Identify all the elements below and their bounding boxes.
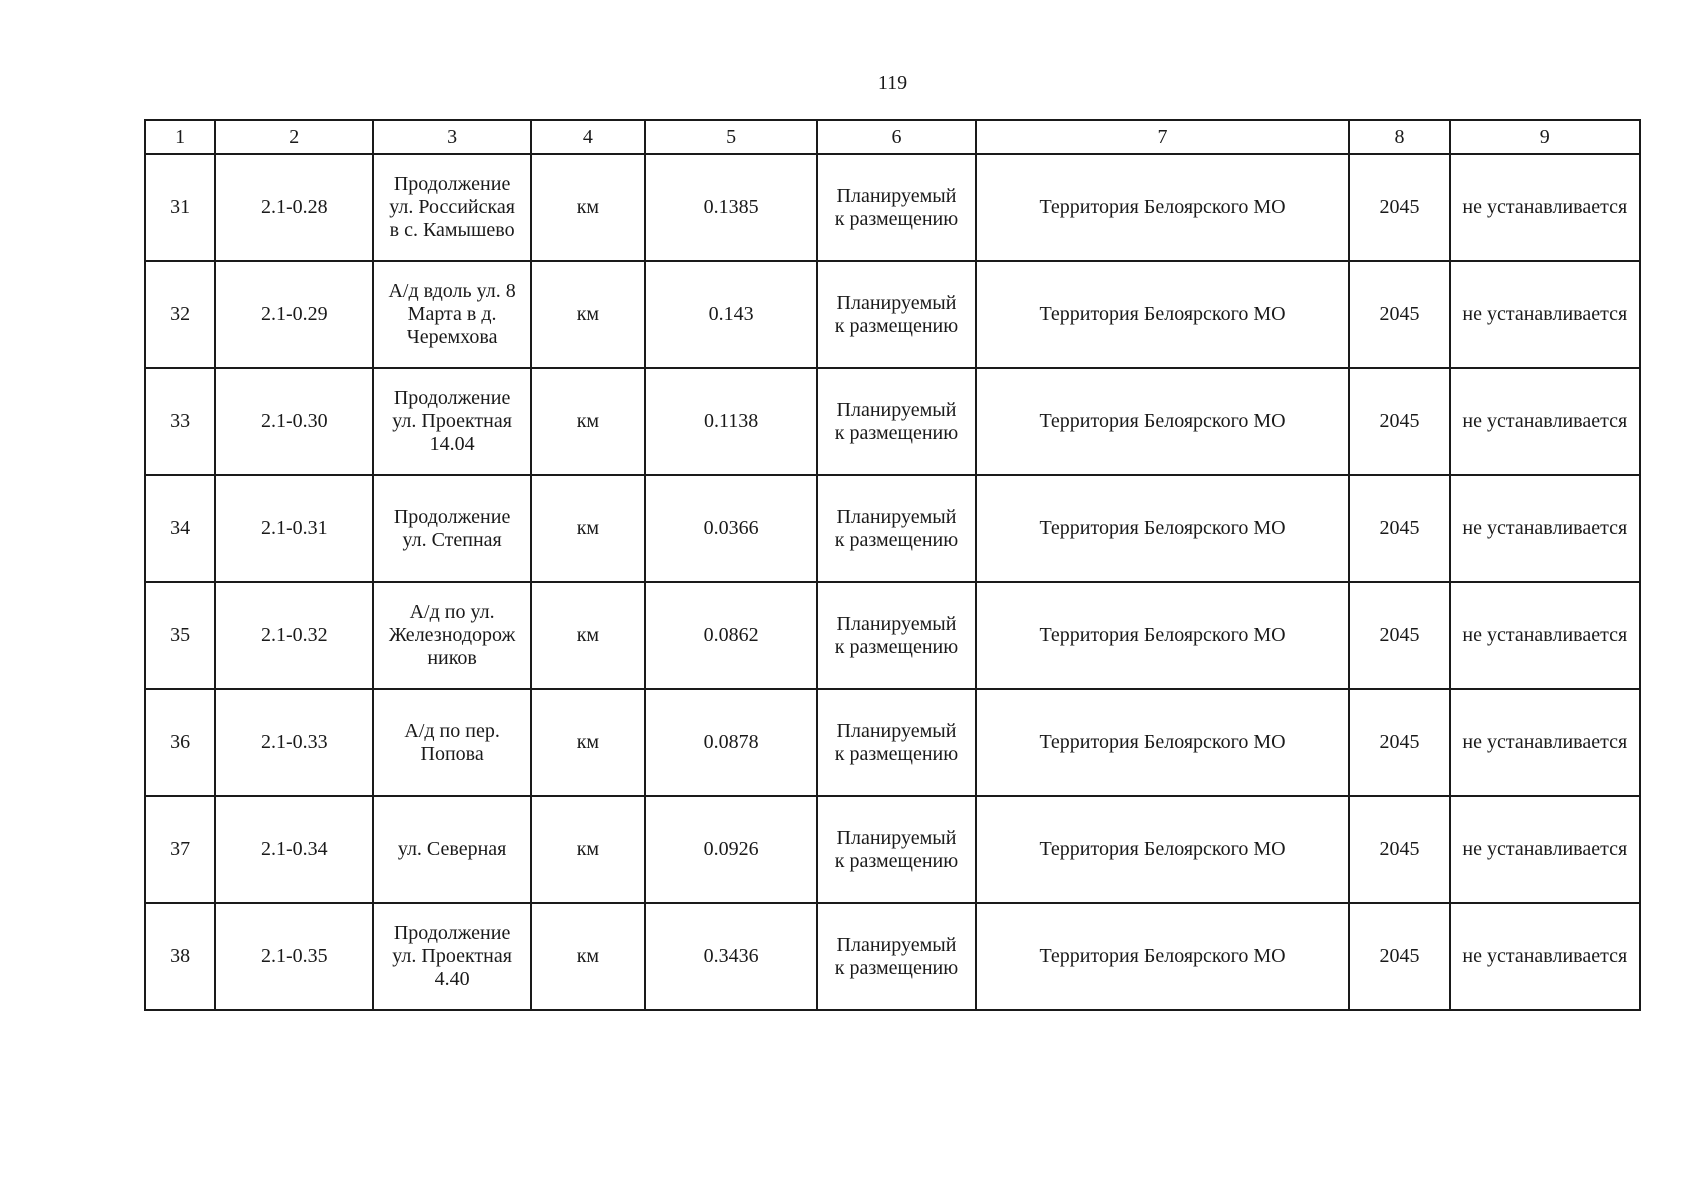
cell-code: 2.1-0.32 bbox=[215, 582, 373, 689]
cell-zone: не устанавливается bbox=[1450, 154, 1640, 261]
cell-year: 2045 bbox=[1349, 903, 1449, 1010]
cell-code: 2.1-0.29 bbox=[215, 261, 373, 368]
cell-object-name bbox=[373, 582, 530, 689]
column-header-4: 4 bbox=[531, 120, 645, 154]
cell-unit: км bbox=[531, 368, 645, 475]
table-header-row bbox=[145, 120, 1640, 154]
table-row bbox=[145, 582, 1640, 689]
cell-year: 2045 bbox=[1349, 475, 1449, 582]
cell-unit: км bbox=[531, 903, 645, 1010]
cell-territory: Территория Белоярского МО bbox=[976, 689, 1350, 796]
column-header-7: 7 bbox=[976, 120, 1350, 154]
cell-territory: Территория Белоярского МО bbox=[976, 475, 1350, 582]
cell-status-line: Планируемый bbox=[836, 719, 957, 742]
cell-number: 34 bbox=[145, 475, 215, 582]
page-number: 119 bbox=[877, 72, 908, 94]
cell-year: 2045 bbox=[1349, 154, 1449, 261]
table-row bbox=[145, 689, 1640, 796]
column-header-8: 8 bbox=[1349, 120, 1449, 154]
cell-value: 0.0366 bbox=[645, 475, 817, 582]
column-header-1: 1 bbox=[145, 120, 215, 154]
cell-value: 0.143 bbox=[645, 261, 817, 368]
objects-table bbox=[144, 119, 1641, 1011]
cell-object-name-line: Железнодорож bbox=[388, 624, 516, 646]
cell-object-name-line: в с. Камышево bbox=[389, 219, 515, 241]
cell-unit: км bbox=[531, 261, 645, 368]
cell-unit: км bbox=[531, 154, 645, 261]
cell-status-line: Планируемый bbox=[836, 291, 957, 314]
cell-zone: не устанавливается bbox=[1450, 582, 1640, 689]
cell-status-line: к размещению bbox=[834, 421, 959, 444]
cell-status-line: Планируемый bbox=[836, 505, 957, 528]
cell-status-line: к размещению bbox=[834, 314, 959, 337]
cell-year: 2045 bbox=[1349, 582, 1449, 689]
cell-code: 2.1-0.34 bbox=[215, 796, 373, 903]
cell-status-line: Планируемый bbox=[836, 184, 957, 207]
cell-value: 0.0926 bbox=[645, 796, 817, 903]
cell-object-name-line: ников bbox=[427, 647, 477, 669]
cell-zone: не устанавливается bbox=[1450, 475, 1640, 582]
cell-object-name bbox=[373, 796, 530, 903]
cell-object-name-line: Продолжение bbox=[393, 387, 511, 409]
cell-code: 2.1-0.35 bbox=[215, 903, 373, 1010]
cell-status bbox=[817, 475, 975, 582]
table-row bbox=[145, 154, 1640, 261]
cell-year: 2045 bbox=[1349, 368, 1449, 475]
cell-unit: км bbox=[531, 582, 645, 689]
cell-year: 2045 bbox=[1349, 796, 1449, 903]
column-header-9: 9 bbox=[1450, 120, 1640, 154]
cell-object-name-line: 14.04 bbox=[429, 433, 475, 455]
cell-number: 36 bbox=[145, 689, 215, 796]
cell-object-name-line: ул. Проектная bbox=[392, 410, 512, 432]
cell-value: 0.3436 bbox=[645, 903, 817, 1010]
cell-object-name-line: ул. Проектная bbox=[392, 945, 512, 967]
cell-territory: Территория Белоярского МО bbox=[976, 796, 1350, 903]
table-body bbox=[145, 154, 1640, 1010]
column-header-5: 5 bbox=[645, 120, 817, 154]
cell-object-name-line: Продолжение bbox=[393, 505, 511, 528]
cell-status-line: Планируемый bbox=[836, 398, 957, 421]
cell-object-name bbox=[373, 475, 530, 582]
cell-object-name bbox=[373, 261, 530, 368]
cell-object-name-line: Марта в д. bbox=[407, 303, 497, 325]
cell-territory: Территория Белоярского МО bbox=[976, 582, 1350, 689]
cell-zone: не устанавливается bbox=[1450, 903, 1640, 1010]
table-row bbox=[145, 903, 1640, 1010]
cell-code: 2.1-0.33 bbox=[215, 689, 373, 796]
table-row bbox=[145, 475, 1640, 582]
cell-value: 0.0878 bbox=[645, 689, 817, 796]
cell-territory: Территория Белоярского МО bbox=[976, 261, 1350, 368]
cell-number: 33 bbox=[145, 368, 215, 475]
cell-status-line: к размещению bbox=[834, 528, 959, 551]
cell-status bbox=[817, 154, 975, 261]
cell-territory: Территория Белоярского МО bbox=[976, 903, 1350, 1010]
cell-status-line: к размещению bbox=[834, 635, 959, 658]
cell-status-line: к размещению bbox=[834, 207, 959, 230]
cell-zone: не устанавливается bbox=[1450, 368, 1640, 475]
cell-object-name bbox=[373, 903, 530, 1010]
cell-object-name bbox=[373, 689, 530, 796]
table-row bbox=[145, 261, 1640, 368]
cell-value: 0.1385 bbox=[645, 154, 817, 261]
cell-status bbox=[817, 903, 975, 1010]
cell-status-line: к размещению bbox=[834, 956, 959, 979]
cell-object-name bbox=[373, 154, 530, 261]
cell-object-name-line: А/д вдоль ул. 8 bbox=[388, 280, 516, 302]
cell-status bbox=[817, 261, 975, 368]
cell-number: 37 bbox=[145, 796, 215, 903]
cell-value: 0.0862 bbox=[645, 582, 817, 689]
cell-zone: не устанавливается bbox=[1450, 796, 1640, 903]
cell-status-line: Планируемый bbox=[836, 612, 957, 635]
cell-status bbox=[817, 582, 975, 689]
cell-object-name-line: А/д по ул. bbox=[409, 601, 495, 623]
cell-object-name-line: Попова bbox=[420, 742, 484, 765]
cell-object-name-line: ул. Российская bbox=[389, 196, 515, 218]
cell-zone: не устанавливается bbox=[1450, 689, 1640, 796]
table-row bbox=[145, 796, 1640, 903]
cell-status bbox=[817, 368, 975, 475]
cell-code: 2.1-0.30 bbox=[215, 368, 373, 475]
table-row bbox=[145, 368, 1640, 475]
cell-object-name-line: А/д по пер. bbox=[404, 719, 500, 742]
cell-status-line: к размещению bbox=[834, 742, 959, 765]
cell-number: 38 bbox=[145, 903, 215, 1010]
cell-object-name-line: Продолжение bbox=[393, 173, 511, 195]
cell-status bbox=[817, 796, 975, 903]
cell-territory: Территория Белоярского МО bbox=[976, 154, 1350, 261]
cell-status-line: Планируемый bbox=[836, 826, 957, 849]
cell-year: 2045 bbox=[1349, 261, 1449, 368]
cell-number: 31 bbox=[145, 154, 215, 261]
cell-number: 32 bbox=[145, 261, 215, 368]
cell-object-name bbox=[373, 368, 530, 475]
column-header-3: 3 bbox=[373, 120, 530, 154]
cell-unit: км bbox=[531, 475, 645, 582]
cell-territory: Территория Белоярского МО bbox=[976, 368, 1350, 475]
cell-object-name-line: Черемхова bbox=[406, 326, 498, 348]
cell-number: 35 bbox=[145, 582, 215, 689]
cell-status bbox=[817, 689, 975, 796]
cell-code: 2.1-0.31 bbox=[215, 475, 373, 582]
cell-unit: км bbox=[531, 689, 645, 796]
cell-zone: не устанавливается bbox=[1450, 261, 1640, 368]
column-header-6: 6 bbox=[817, 120, 975, 154]
cell-unit: км bbox=[531, 796, 645, 903]
cell-object-name-line: ул. Степная bbox=[402, 528, 502, 551]
cell-object-name-line: Продолжение bbox=[393, 922, 511, 944]
cell-status-line: к размещению bbox=[834, 849, 959, 872]
cell-object-name-line: ул. Северная bbox=[397, 838, 507, 860]
cell-code: 2.1-0.28 bbox=[215, 154, 373, 261]
cell-object-name-line: 4.40 bbox=[434, 968, 470, 990]
cell-year: 2045 bbox=[1349, 689, 1449, 796]
cell-value: 0.1138 bbox=[645, 368, 817, 475]
cell-status-line: Планируемый bbox=[836, 933, 957, 956]
column-header-2: 2 bbox=[215, 120, 373, 154]
